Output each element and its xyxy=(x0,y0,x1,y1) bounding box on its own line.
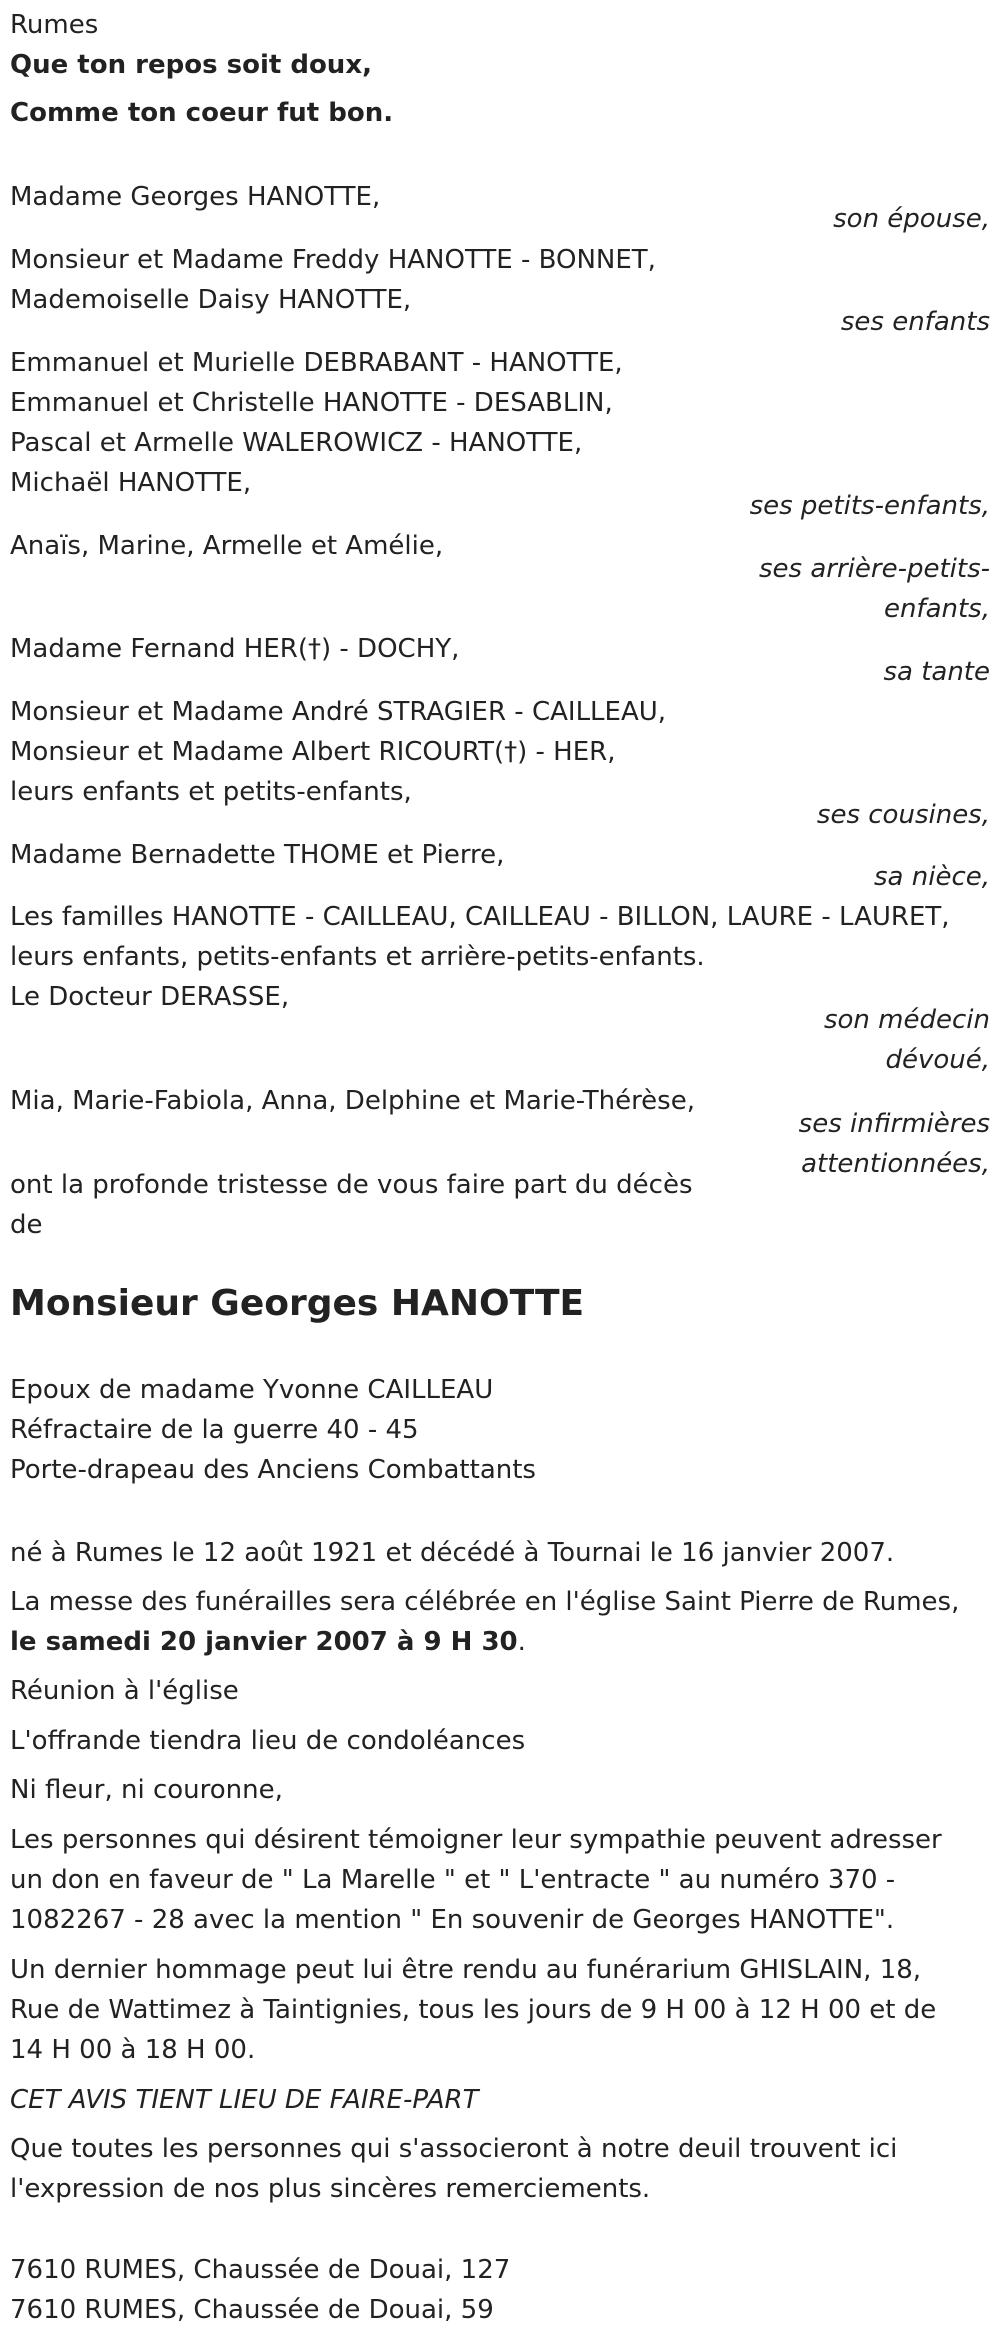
announcement-line: ont la profonde tristesse de vous faire part du décès xyxy=(10,1170,693,1200)
announcement-line: de xyxy=(10,1210,43,1240)
family-line: Anaïs, Marine, Armelle et Amélie, xyxy=(10,531,444,561)
donation-line: un don en faveur de " La Marelle " et " L'entracte " au numéro 370 - xyxy=(10,1865,896,1895)
family-line: Les familles HANOTTE - CAILLEAU, CAILLEAU - BILLON, LAURE - LAURET, xyxy=(10,902,950,932)
mass-date-end: . xyxy=(517,1627,526,1657)
deceased-name: Monsieur Georges HANOTTE xyxy=(10,1283,585,1324)
family-line: Monsieur et Madame Albert RICOURT(†) - HER, xyxy=(10,737,616,767)
family-line: Madame Fernand HER(†) - DOCHY, xyxy=(10,634,460,664)
family-relation: ses cousines, xyxy=(816,800,990,830)
mass-line: La messe des funérailles sera célébrée en l'église Saint Pierre de Rumes, xyxy=(10,1587,960,1617)
homage-line: Rue de Wattimez à Taintignies, tous les jours de 9 H 00 à 12 H 00 et de xyxy=(10,1995,937,2025)
family-line: Emmanuel et Christelle HANOTTE - DESABLIN, xyxy=(10,388,613,418)
homage-line: Un dernier hommage peut lui être rendu au funérarium GHISLAIN, 18, xyxy=(10,1955,922,1985)
thanks-line: Que toutes les personnes qui s'associeront à notre deuil trouvent ici xyxy=(10,2134,898,2164)
family-line: leurs enfants et petits-enfants, xyxy=(10,777,412,807)
family-line: Emmanuel et Murielle DEBRABANT - HANOTTE, xyxy=(10,348,623,378)
thanks-line: l'expression de nos plus sincères remerciements. xyxy=(10,2174,651,2204)
family-relation: son épouse, xyxy=(833,204,990,234)
notice-line: CET AVIS TIENT LIEU DE FAIRE-PART xyxy=(10,2085,479,2115)
verse-line-2: Comme ton coeur fut bon. xyxy=(10,98,394,128)
reunion-line: Réunion à l'église xyxy=(10,1676,239,1706)
place-name: Rumes xyxy=(10,10,99,40)
birth-death-line: né à Rumes le 12 août 1921 et décédé à Tournai le 16 janvier 2007. xyxy=(10,1538,895,1568)
family-relation: ses petits-enfants, xyxy=(749,491,990,521)
verse-line-1: Que ton repos soit doux, xyxy=(10,50,372,80)
family-line: Monsieur et Madame André STRAGIER - CAILLEAU, xyxy=(10,697,667,727)
family-relation: enfants, xyxy=(883,594,990,624)
mass-date-line xyxy=(10,1622,526,1662)
family-relation: son médecin xyxy=(823,1005,990,1035)
address-line: 7610 RUMES, Chaussée de Douai, 127 xyxy=(10,2255,511,2285)
family-relation: sa tante xyxy=(883,657,990,687)
family-line: Le Docteur DERASSE, xyxy=(10,982,290,1012)
family-relation: sa nièce, xyxy=(874,862,990,892)
address-line: 7610 RUMES, Chaussée de Douai, 59 xyxy=(10,2295,494,2325)
flowers-line: Ni fleur, ni couronne, xyxy=(10,1775,283,1805)
donation-line: 1082267 - 28 avec la mention " En souvenir de Georges HANOTTE". xyxy=(10,1905,895,1935)
family-line: Michaël HANOTTE, xyxy=(10,468,252,498)
family-line: Monsieur et Madame Freddy HANOTTE - BONNET, xyxy=(10,245,656,275)
family-relation: attentionnées, xyxy=(801,1149,990,1179)
family-line: Madame Georges HANOTTE, xyxy=(10,182,381,212)
family-line: Mia, Marie-Fabiola, Anna, Delphine et Marie-Thérèse, xyxy=(10,1086,695,1116)
family-line: Pascal et Armelle WALEROWICZ - HANOTTE, xyxy=(10,428,583,458)
homage-line: 14 H 00 à 18 H 00. xyxy=(10,2035,256,2065)
offering-line: L'offrande tiendra lieu de condoléances xyxy=(10,1726,526,1756)
deceased-detail: Porte-drapeau des Anciens Combattants xyxy=(10,1455,536,1485)
donation-line: Les personnes qui désirent témoigner leur sympathie peuvent adresser xyxy=(10,1825,942,1855)
mass-date: le samedi 20 janvier 2007 à 9 H 30 xyxy=(10,1627,518,1657)
deceased-detail: Réfractaire de la guerre 40 - 45 xyxy=(10,1415,419,1445)
family-relation: dévoué, xyxy=(885,1045,990,1075)
family-relation: ses enfants xyxy=(840,307,990,337)
family-line: Mademoiselle Daisy HANOTTE, xyxy=(10,285,412,315)
family-relation: ses infirmières xyxy=(798,1109,990,1139)
family-relation: ses arrière-petits- xyxy=(759,554,990,584)
deceased-detail: Epoux de madame Yvonne CAILLEAU xyxy=(10,1375,494,1405)
family-line: leurs enfants, petits-enfants et arrière-petits-enfants. xyxy=(10,942,705,972)
family-line: Madame Bernadette THOME et Pierre, xyxy=(10,840,505,870)
